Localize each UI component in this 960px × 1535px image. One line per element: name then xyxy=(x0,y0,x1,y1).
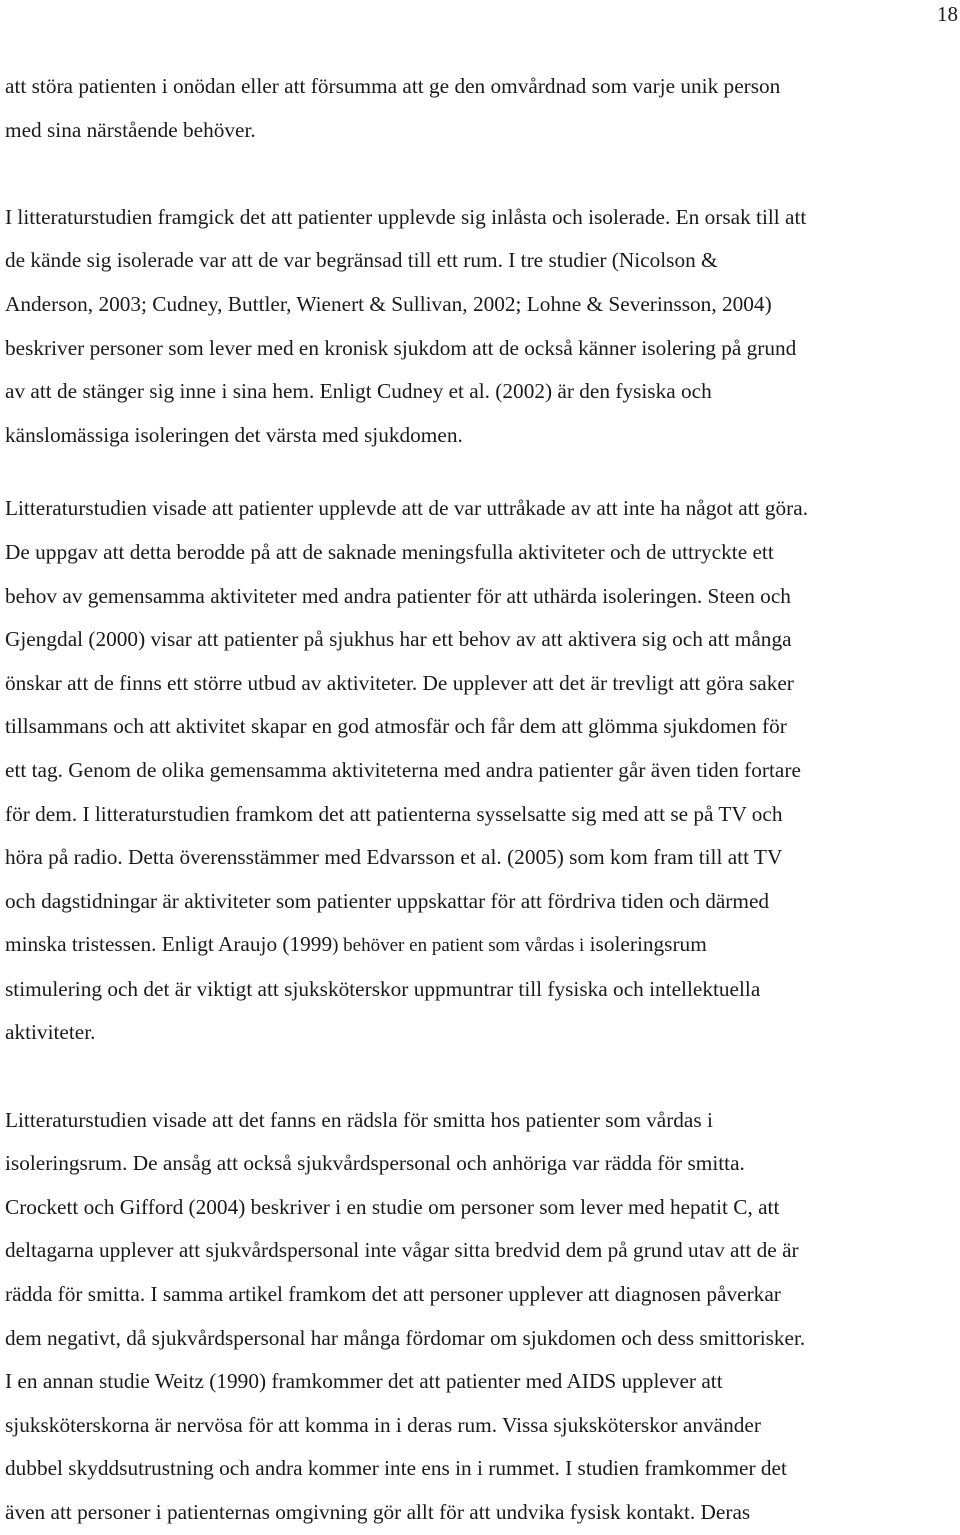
text-line: känslomässiga isoleringen det värsta med sjukdomen. xyxy=(5,422,463,447)
text-line: isoleringsrum. De ansåg att också sjukvårdspersonal och anhöriga var rädda för smitta. xyxy=(5,1151,745,1176)
text-line: Litteraturstudien visade att det fanns en rädsla för smitta hos patienter som vårdas i xyxy=(5,1107,713,1132)
text-line: höra på radio. Detta överensstämmer med Edvarsson et al. (2005) som kom fram till att TV xyxy=(5,845,783,870)
text-line: även att personer i patienternas omgivning gör allt för att undvika fysisk kontakt. Deras xyxy=(5,1500,751,1524)
text-line: dem negativt, då sjukvårdspersonal har många fördomar om sjukdomen och dess smittorisker. xyxy=(5,1325,806,1350)
text-line: deltagarna upplever att sjukvårdspersonal inte vågar sitta bredvid dem på grund utav att de är xyxy=(5,1238,799,1263)
text-run: isoleringsrum xyxy=(584,932,707,957)
text-line: och dagstidningar är aktiviteter som patienter uppskattar för att fördriva tiden och därmed xyxy=(5,888,770,913)
text-line: Crockett och Gifford (2004) beskriver i en studie om personer som lever med hepatit C, att xyxy=(5,1194,780,1219)
text-line: av att de stänger sig inne i sina hem. Enligt Cudney et al. (2002) är den fysiska och xyxy=(5,379,712,404)
text-line: behov av gemensamma aktiviteter med andra patienter för att uthärda isoleringen. Steen och xyxy=(5,583,791,608)
text-line: stimulering och det är viktigt att sjuksköterskor uppmuntrar till fysiska och intellektuella xyxy=(5,976,761,1001)
text-line: Gjengdal (2000) visar att patienter på sjukhus har ett behov av att aktivera sig och att många xyxy=(5,627,792,652)
text-run: minska tristessen. Enligt Araujo (1999 xyxy=(5,932,333,957)
text-line: aktiviteter. xyxy=(5,1020,96,1045)
text-line: tillsammans och att aktivitet skapar en god atmosfär och får dem att glömma sjukdomen för xyxy=(5,714,787,739)
text-line: ett tag. Genom de olika gemensamma aktiviteterna med andra patienter går även tiden fortare xyxy=(5,757,801,782)
document-body xyxy=(5,65,960,1535)
mixed-size-line xyxy=(5,923,960,968)
paragraph-4 xyxy=(5,1099,960,1535)
text-line: Litteraturstudien visade att patienter upplevde att de var uttråkade av att inte ha något att göra. xyxy=(5,496,809,521)
text-line: I litteraturstudien framgick det att patienter upplevde sig inlåsta och isolerade. En orsak till att xyxy=(5,204,807,229)
text-line: de kände sig isolerade var att de var begränsad till ett rum. I tre studier (Nicolson & xyxy=(5,248,718,273)
text-line: önskar att de finns ett större utbud av aktiviteter. De upplever att det är trevligt att göra saker xyxy=(5,670,794,695)
text-line: I en annan studie Weitz (1990) framkommer det att patienter med AIDS upplever att xyxy=(5,1369,723,1394)
small-text-run: ) behöver en patient som vårdas i xyxy=(332,935,585,957)
text-line: Anderson, 2003; Cudney, Buttler, Wienert & Sullivan, 2002; Lohne & Severinsson, 2004) xyxy=(5,291,772,316)
paragraph-3 xyxy=(5,487,960,1055)
text-line: dubbel skyddsutrustning och andra kommer inte ens in i rummet. I studien framkommer det xyxy=(5,1456,787,1481)
text-line: sjuksköterskorna är nervösa för att komma in i deras rum. Vissa sjuksköterskor använder xyxy=(5,1412,761,1437)
text-line: De uppgav att detta berodde på att de saknade meningsfulla aktiviteter och de uttryckte ett xyxy=(5,539,774,564)
text-line: rädda för smitta. I samma artikel framkom det att personer upplever att diagnosen påverkar xyxy=(5,1282,781,1307)
page-number: 18 xyxy=(937,2,958,26)
text-line: att störa patienten i onödan eller att försumma att ge den omvårdnad som varje unik person xyxy=(5,74,781,98)
paragraph-1 xyxy=(5,65,960,152)
text-line: beskriver personer som lever med en kronisk sjukdom att de också känner isolering på grund xyxy=(5,335,797,360)
paragraph-2 xyxy=(5,196,960,458)
text-line: med sina närstående behöver. xyxy=(5,117,256,142)
text-line: för dem. I litteraturstudien framkom det att patienterna sysselsatte sig med att se på TV och xyxy=(5,801,783,826)
